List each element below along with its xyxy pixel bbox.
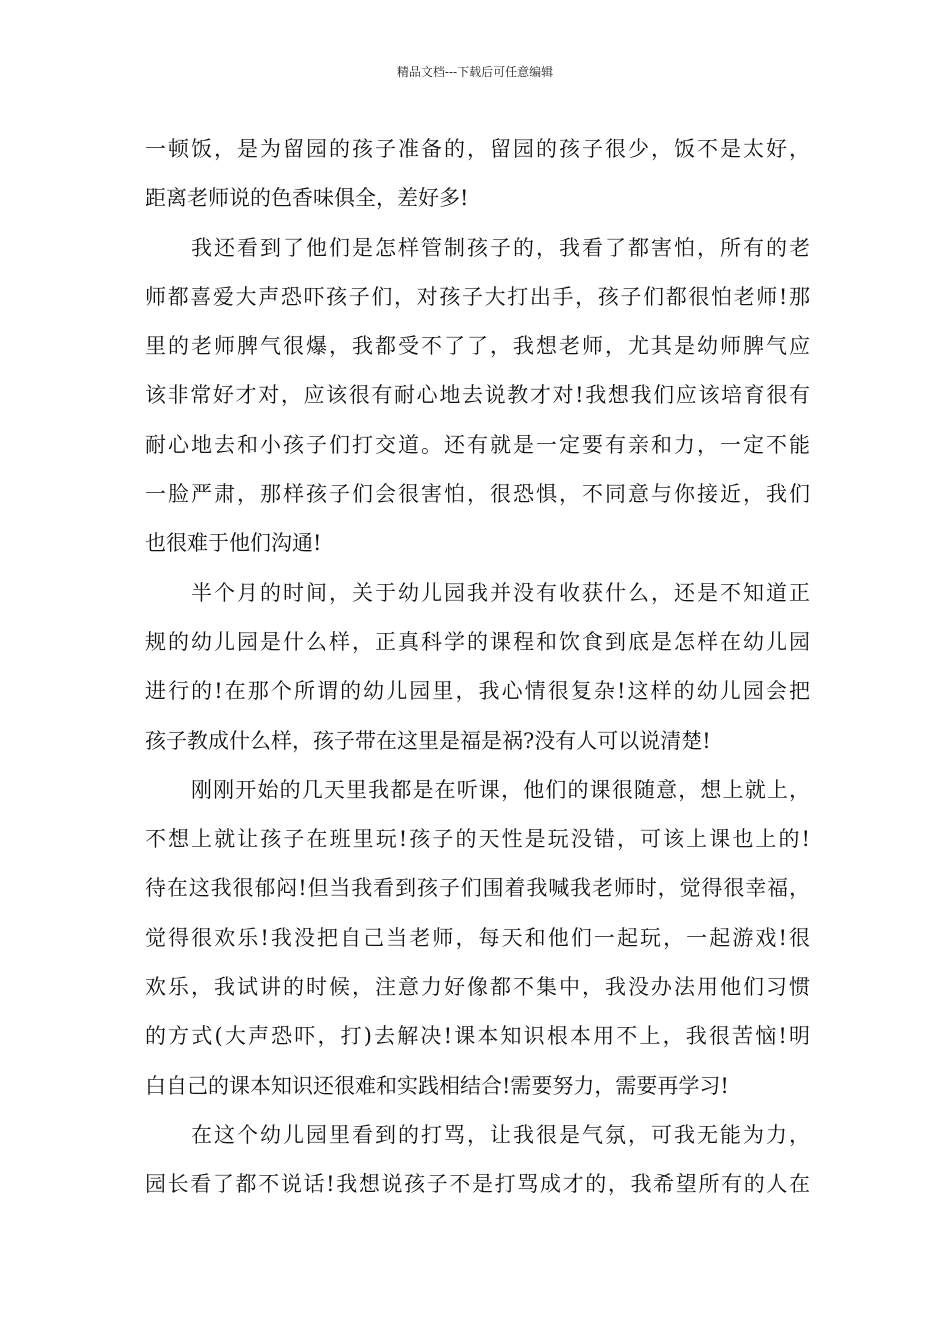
- text-line: 也很难于他们沟通!: [145, 531, 322, 556]
- text-line: 在这个幼儿园里看到的打骂，让我很是气氛，可我无能为力，: [191, 1122, 810, 1147]
- text-line: 半个月的时间，关于幼儿园我并没有收获什么，还是不知道正: [191, 580, 810, 605]
- text-line: 耐心地去和小孩子们打交道。还有就是一定要有亲和力，一定不能: [145, 432, 810, 457]
- text-line: 一顿饭，是为留园的孩子准备的，留园的孩子很少，饭不是太好，: [145, 137, 810, 161]
- document-body: [145, 125, 810, 1210]
- text-line: 刚刚开始的几天里我都是在听课，他们的课很随意，想上就上，: [191, 777, 810, 802]
- text-line: 白自己的课本知识还很难和实践相结合!需要努力，需要再学习!: [145, 1073, 729, 1098]
- text-line: 进行的!在那个所谓的幼儿园里，我心情很复杂!这样的幼儿园会把: [145, 679, 810, 704]
- text-line: 不想上就让孩子在班里玩!孩子的天性是玩没错，可该上课也上的!: [145, 827, 810, 852]
- text-line: 待在这我很郁闷!但当我看到孩子们围着我喊我老师时，觉得很幸福，: [145, 876, 810, 901]
- text-line: 距离老师说的色香味俱全，差好多!: [145, 186, 469, 211]
- text-line: 孩子教成什么样，孩子带在这里是福是祸?没有人可以说清楚!: [145, 728, 711, 753]
- text-line: 一脸严肃，那样孩子们会很害怕，很恐惧，不同意与你接近，我们: [145, 482, 810, 507]
- text-line: 园长看了都不说话!我想说孩子不是打骂成才的，我希望所有的人在: [145, 1172, 810, 1197]
- text-line: 里的老师脾气很爆，我都受不了了，我想老师，尤其是幼师脾气应: [145, 334, 810, 359]
- text-line: 觉得很欢乐!我没把自己当老师，每天和他们一起玩，一起游戏!很: [145, 925, 810, 950]
- page-header: 精品文档---下载后可任意编辑: [396, 65, 554, 79]
- text-line: 的方式(大声恐吓，打)去解决!课本知识根本用不上，我很苦恼!明: [145, 1024, 810, 1049]
- text-line: 欢乐，我试讲的时候，注意力好像都不集中，我没办法用他们习惯: [145, 975, 810, 1000]
- text-line: 我还看到了他们是怎样管制孩子的，我看了都害怕，所有的老: [191, 235, 810, 260]
- text-line: 该非常好才对，应该很有耐心地去说教才对!我想我们应该培育很有: [145, 383, 810, 408]
- text-line: 师都喜爱大声恐吓孩子们，对孩子大打出手，孩子们都很怕老师!那: [145, 284, 810, 309]
- text-line: 规的幼儿园是什么样，正真科学的课程和饮食到底是怎样在幼儿园: [145, 629, 810, 654]
